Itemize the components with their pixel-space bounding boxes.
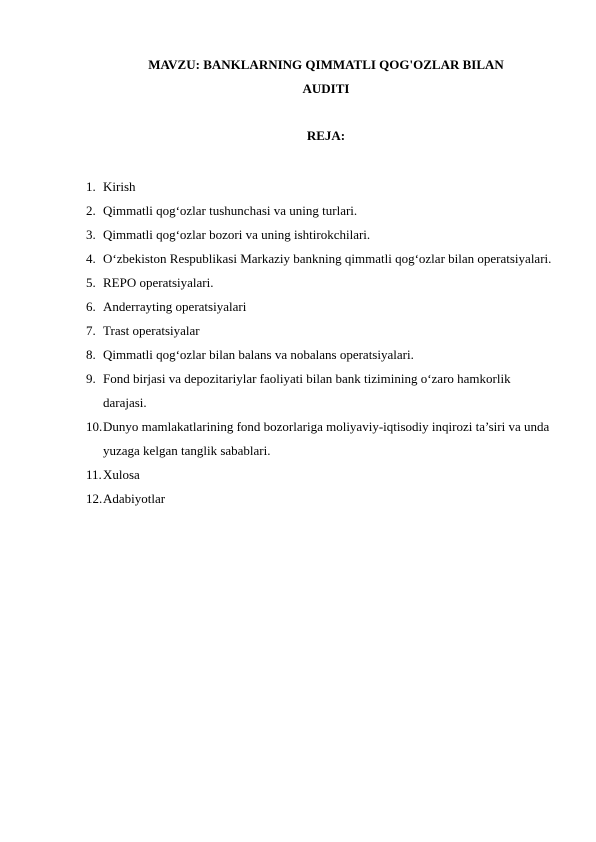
plan-item-text: Fond birjasi va depozitariylar faoliyati bilan bank tizimining o‘zaro hamkorlik darajasi.: [103, 371, 511, 410]
plan-item-number: 12.: [86, 491, 103, 506]
plan-item-number: 4.: [86, 251, 96, 266]
plan-item-number: 1.: [86, 179, 96, 194]
plan-item: [86, 319, 556, 343]
plan-item-number: 7.: [86, 323, 96, 338]
plan-item: [86, 247, 556, 271]
plan-item: [86, 271, 556, 295]
plan-item-number: 11.: [86, 467, 102, 482]
document-title-line-2: AUDITI: [302, 81, 350, 96]
plan-item-number: 10.: [86, 419, 103, 434]
plan-item-text: Anderrayting operatsiyalari: [103, 299, 247, 314]
plan-item-number: 5.: [86, 275, 96, 290]
plan-item-text: REPO operatsiyalari.: [103, 275, 214, 290]
plan-item: [86, 415, 556, 463]
plan-item: [86, 367, 556, 415]
plan-item-text: O‘zbekiston Respublikasi Markaziy bankning qimmatli qog‘ozlar bilan operatsiyalari.: [103, 251, 552, 266]
plan-item-text: Trast operatsiyalar: [103, 323, 200, 338]
plan-item: [86, 343, 556, 367]
plan-item-text: Kirish: [103, 179, 136, 194]
plan-item-number: 2.: [86, 203, 96, 218]
plan-item: [86, 199, 556, 223]
plan-item-number: 9.: [86, 371, 96, 386]
plan-item-number: 8.: [86, 347, 96, 362]
plan-item-text: Adabiyotlar: [103, 491, 166, 506]
plan-item-text: Qimmatli qog‘ozlar bozori va uning ishtirokchilari.: [103, 227, 371, 242]
plan-item-number: 3.: [86, 227, 96, 242]
plan-item: [86, 175, 556, 199]
document-title-line-1: MAVZU: BANKLARNING QIMMATLI QOG'OZLAR BILAN: [148, 57, 504, 72]
plan-item-text: Dunyo mamlakatlarining fond bozorlariga moliyaviy-iqtisodiy inqirozi ta’siri va unda yuzaga kelgan tanglik sabablari.: [103, 419, 550, 458]
plan-item: [86, 487, 556, 511]
plan-item: [86, 295, 556, 319]
plan-list: [86, 175, 556, 511]
plan-item-text: Qimmatli qog‘ozlar bilan balans va nobalans operatsiyalari.: [103, 347, 414, 362]
plan-item-text: Qimmatli qog‘ozlar tushunchasi va uning turlari.: [103, 203, 358, 218]
plan-item: [86, 223, 556, 247]
plan-heading: REJA:: [306, 128, 346, 143]
plan-item-text: Xulosa: [103, 467, 140, 482]
plan-item-number: 6.: [86, 299, 96, 314]
plan-item: [86, 463, 556, 487]
